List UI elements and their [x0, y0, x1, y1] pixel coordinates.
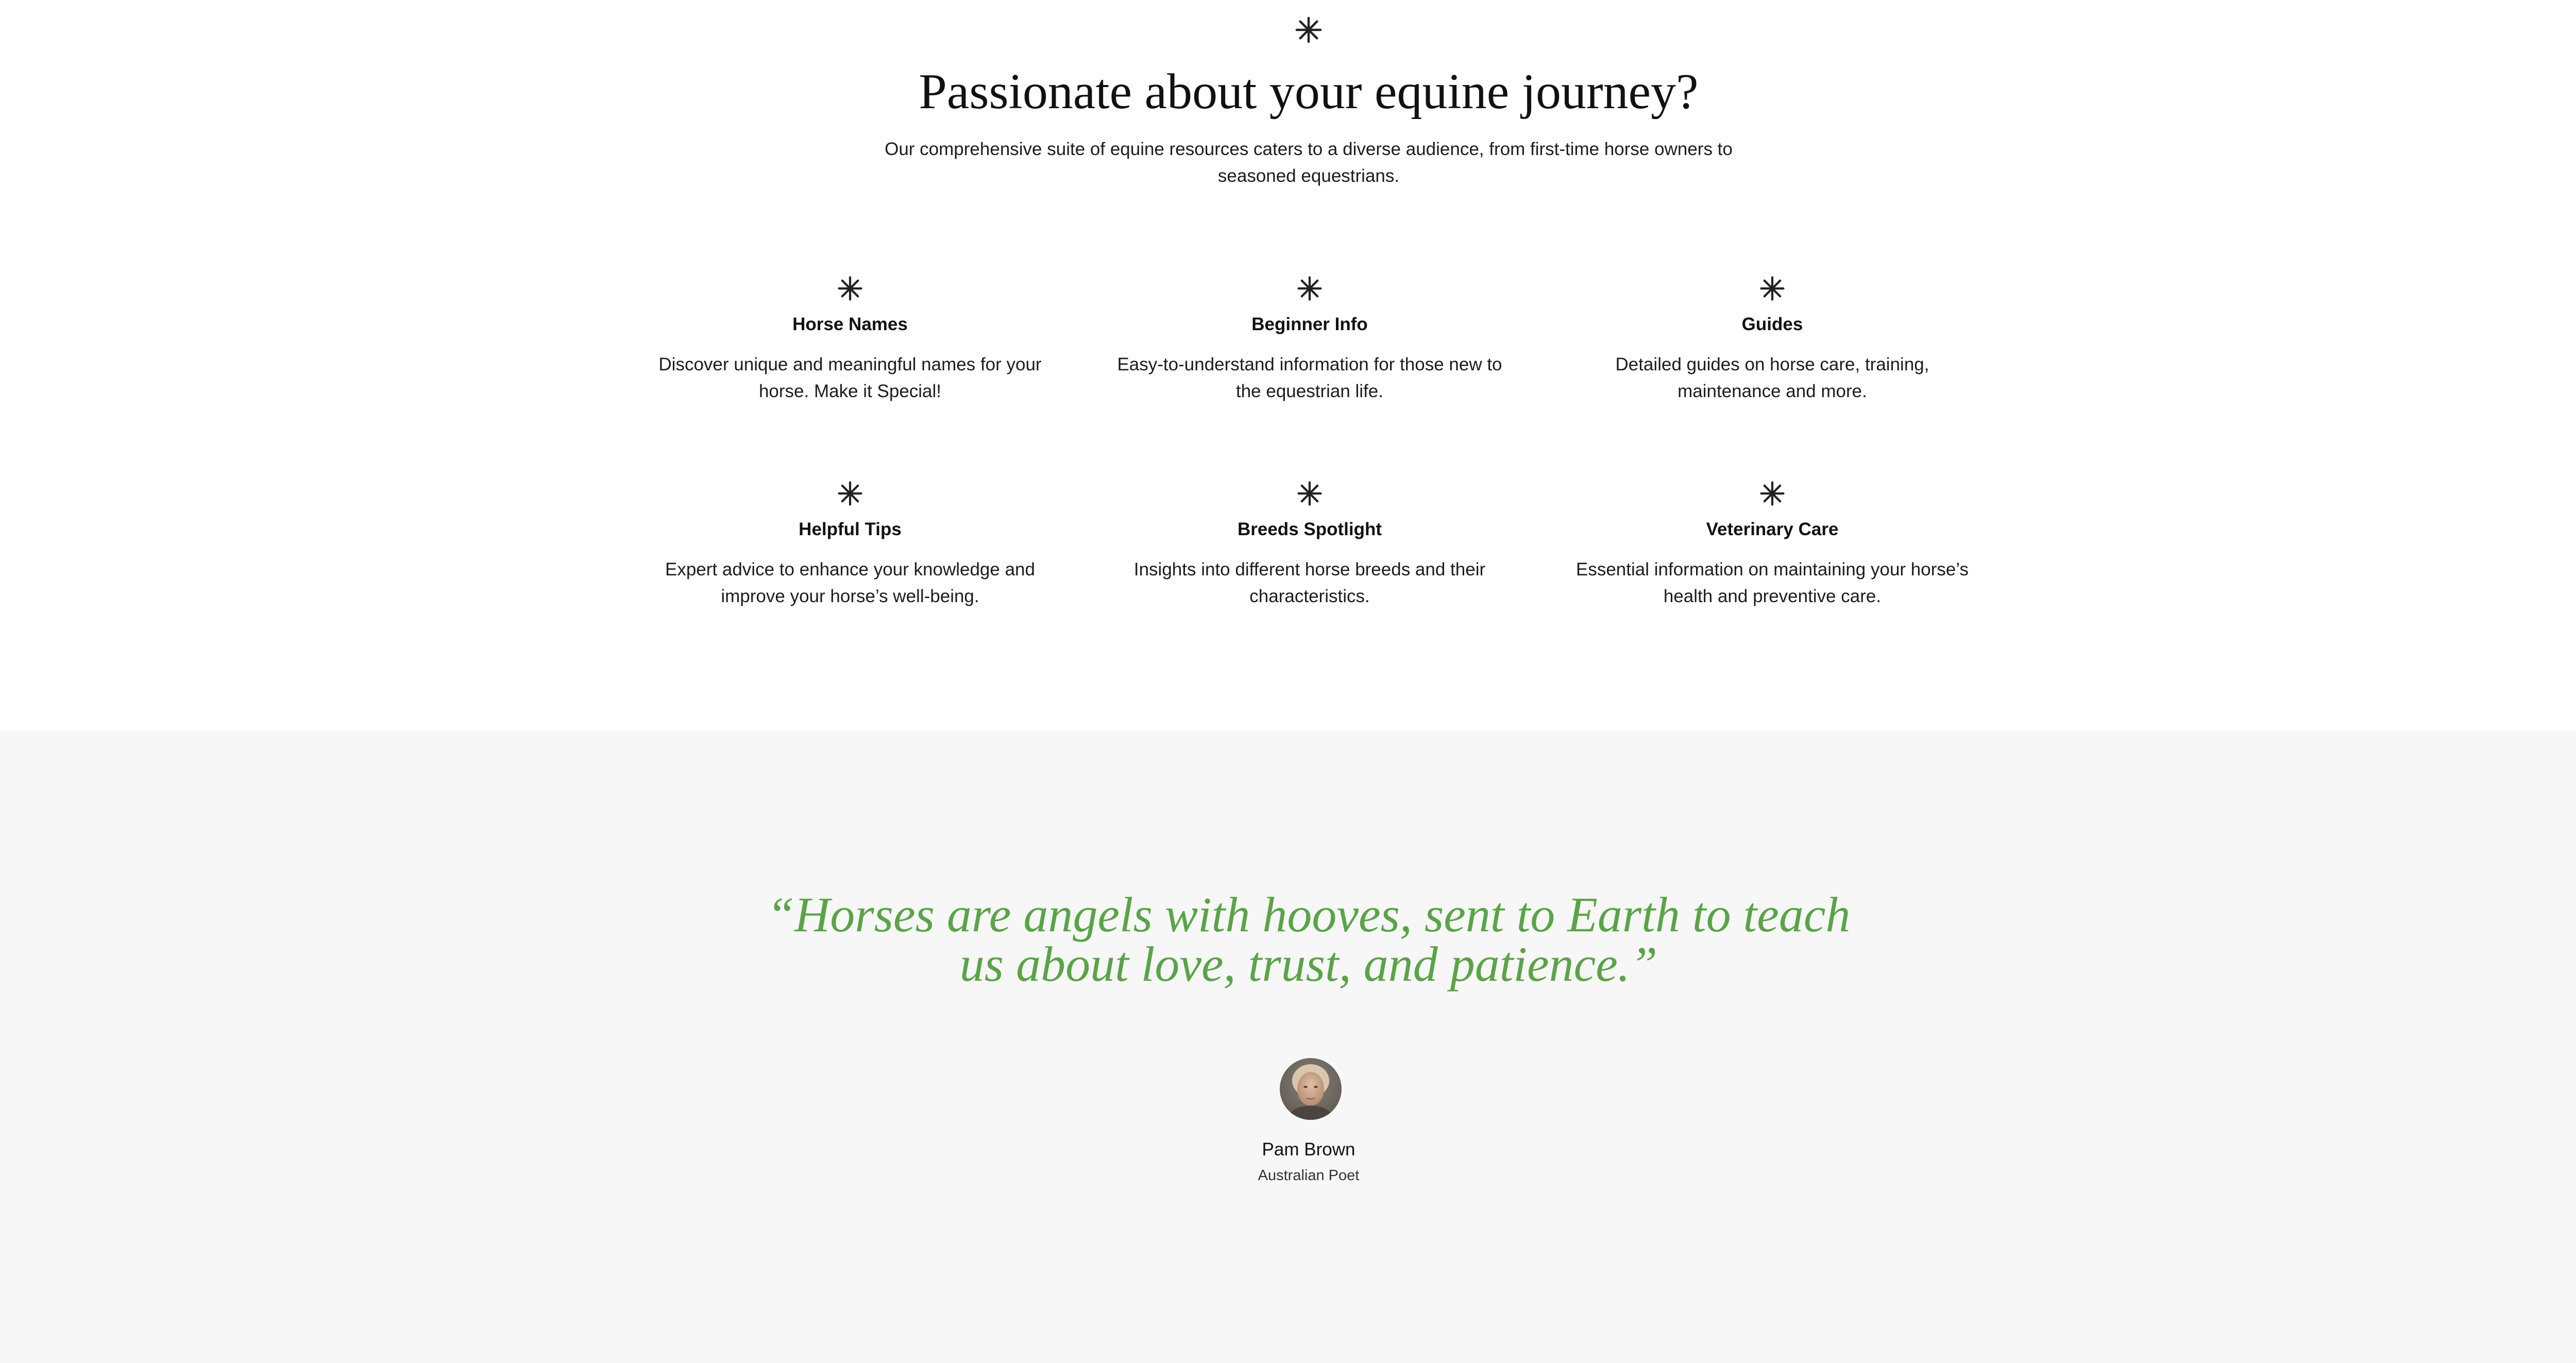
feature-card-horse-names[interactable] [639, 274, 1061, 429]
asterisk-star-icon [1293, 14, 1324, 45]
feature-card-helpful-tips[interactable] [639, 479, 1061, 634]
feature-description: Expert advice to enhance your knowledge and improve your horse’s well-being. [665, 559, 1035, 606]
feature-description: Easy-to-understand information for those new to the equestrian life. [1117, 354, 1502, 401]
testimonial-section [0, 730, 2576, 1363]
page-title: Passionate about your equine journey? [919, 64, 1699, 120]
asterisk-star-icon [1758, 479, 1787, 508]
author-role: Australian Poet [1258, 1167, 1360, 1184]
author-name: Pam Brown [1262, 1139, 1355, 1160]
feature-card-veterinary-care[interactable] [1561, 479, 1984, 634]
feature-title: Breeds Spotlight [1237, 519, 1382, 539]
feature-description: Discover unique and meaningful names for your horse. Make it Special! [658, 354, 1042, 401]
asterisk-star-icon [836, 479, 865, 508]
author-portrait-icon [1280, 1058, 1342, 1120]
feature-description: Essential information on maintaining your horse’s health and preventive care. [1576, 559, 1969, 606]
asterisk-star-icon [1758, 274, 1787, 303]
asterisk-star-icon [836, 274, 865, 303]
feature-description: Detailed guides on horse care, training, maintenance and more. [1615, 354, 1929, 401]
feature-title: Horse Names [792, 314, 908, 334]
asterisk-star-icon [1295, 274, 1324, 303]
asterisk-star-icon [1295, 479, 1324, 508]
feature-title: Beginner Info [1251, 314, 1368, 334]
feature-title: Helpful Tips [799, 519, 902, 539]
avatar [1280, 1058, 1342, 1120]
feature-card-guides[interactable] [1561, 274, 1984, 429]
feature-title: Guides [1741, 314, 1803, 334]
feature-card-breeds-spotlight[interactable] [1098, 479, 1521, 634]
feature-title: Veterinary Care [1706, 519, 1839, 539]
feature-description: Insights into different horse breeds and their characteristics. [1133, 559, 1486, 606]
hero-subtitle: Our comprehensive suite of equine resources caters to a diverse audience, from first-time horse owners to seasoned equestrians. [885, 139, 1733, 186]
testimonial-quote: “Horses are angels with hooves, sent to Earth to teach us about love, trust, and patience.” [767, 887, 1851, 992]
feature-card-beginner-info[interactable] [1098, 274, 1521, 429]
